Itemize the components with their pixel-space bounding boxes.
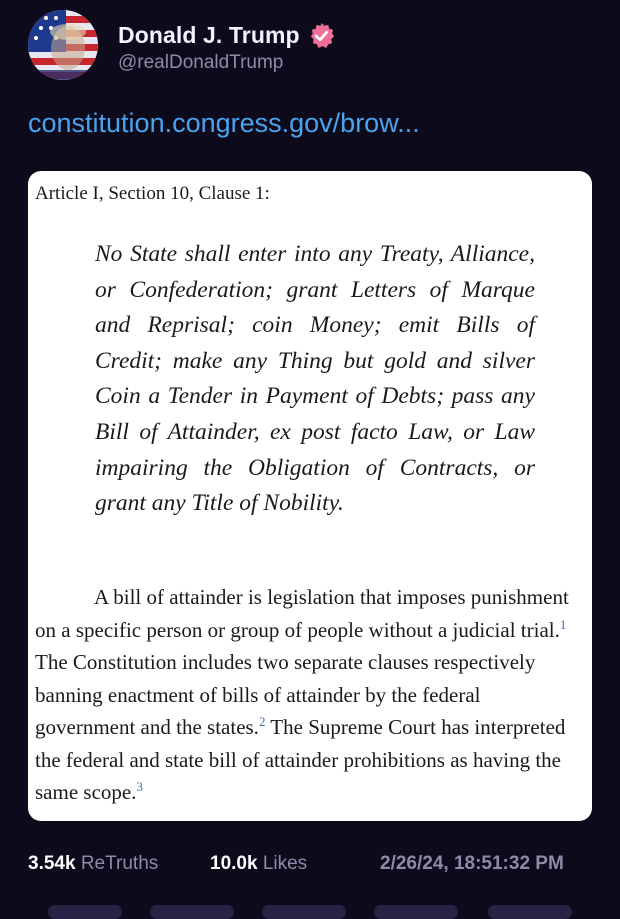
likes-stat[interactable]: [210, 853, 307, 875]
verified-badge-icon: [308, 22, 335, 49]
retruth-action[interactable]: [150, 905, 234, 919]
reply-action[interactable]: [48, 905, 122, 919]
post-stats: [28, 853, 598, 883]
name-row: [118, 22, 335, 49]
card-heading: Article I, Section 10, Clause 1:: [35, 183, 270, 204]
likes-label: Likes: [262, 853, 308, 874]
flag-portrait-avatar-icon: [28, 10, 98, 80]
paragraph-part-1: A bill of attainder is legislation that imposes punishment on a specific person or group of people without a judicial trial.: [35, 585, 569, 642]
article-card[interactable]: [28, 171, 592, 821]
avatar[interactable]: [28, 10, 98, 80]
paragraph-part-2: The Constitution includes two separate clauses respectively banning enactment of bills of attainder by the federal government and the states.: [35, 650, 536, 739]
display-name[interactable]: Donald J. Trump: [118, 22, 300, 48]
share-action[interactable]: [374, 905, 458, 919]
retruths-stat[interactable]: [28, 853, 158, 875]
footnote-2[interactable]: 2: [258, 714, 266, 729]
post-timestamp: 2/26/24, 18:51:32 PM: [380, 853, 564, 874]
author-handle[interactable]: @realDonaldTrump: [118, 52, 284, 73]
footnote-1[interactable]: 1: [559, 616, 567, 632]
link-preview-url[interactable]: constitution.congress.gov/brow...: [28, 108, 420, 138]
more-action[interactable]: [488, 905, 572, 919]
retruths-count: 3.54k: [28, 853, 76, 874]
paragraph-part-3: The Supreme Court has interpreted the federal and state bill of attainder prohibitions as having the same scope.: [35, 715, 566, 804]
likes-count: 10.0k: [210, 853, 258, 874]
post-header: [28, 10, 598, 82]
footnote-3[interactable]: 3: [136, 779, 143, 794]
explanation-paragraph: [35, 581, 585, 809]
retruths-label: ReTruths: [80, 853, 159, 874]
constitution-quote: No State shall enter into any Treaty, Alliance, or Confederation; grant Letters of Marque and Reprisal; coin Money; emit Bills of Credit; make any Thing but gold and silver Coin a Tender in Payment of Debts; pass any Bill of Attainder, ex post facto Law, or Law impairing the Obligation of Contracts, or grant any Title of Nobility.: [95, 241, 535, 517]
like-action[interactable]: [262, 905, 346, 919]
